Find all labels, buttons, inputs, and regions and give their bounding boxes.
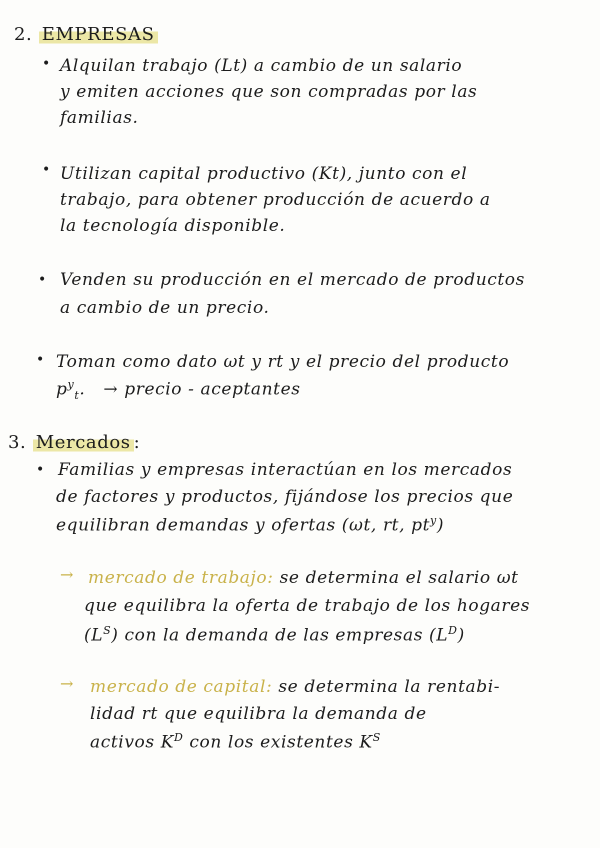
section-3-title: Mercados xyxy=(33,432,134,453)
labor-close: ) xyxy=(457,625,465,646)
bullet-1-line-1: Alquilan trabajo (Lt) a cambio de un salario xyxy=(60,56,463,76)
bullet-dot: • xyxy=(42,162,51,178)
bullet-3-line-2: a cambio de un precio. xyxy=(60,298,270,318)
labor-supply-open: (L xyxy=(84,625,104,646)
labor-market-title: mercado de trabajo: xyxy=(88,568,274,588)
markets-line-3-text: equilibran demandas y ofertas (ωt, rt, pt xyxy=(56,515,431,536)
section-3-heading xyxy=(8,432,140,453)
arrow-icon: → xyxy=(60,565,74,584)
bullet-2-line-3: la tecnología disponible. xyxy=(60,216,286,236)
price-sub: t xyxy=(74,389,80,403)
capital-market-text: se determina la rentabi- xyxy=(278,677,501,697)
markets-close: ) xyxy=(436,515,445,536)
section-2-number: 2. xyxy=(14,24,33,45)
bullet-4-line-2 xyxy=(56,378,301,402)
markets-sup: y xyxy=(430,514,437,527)
bullet-dot: • xyxy=(42,56,51,72)
section-2-title: EMPRESAS xyxy=(39,24,158,45)
price-sup: y xyxy=(67,378,75,391)
section-2-heading xyxy=(14,24,158,45)
labor-market-line-3 xyxy=(84,624,465,646)
capital-market-title: mercado de capital: xyxy=(90,677,273,697)
bullet-1-line-3: familias. xyxy=(60,108,139,128)
bullet-dot: • xyxy=(36,462,45,478)
section-3-number: 3. xyxy=(8,432,27,453)
period: . xyxy=(79,379,86,400)
capital-demand-text: activos K xyxy=(90,732,174,753)
labor-market-line-1 xyxy=(88,568,519,588)
markets-line-3 xyxy=(56,514,444,536)
labor-market-line-2: que equilibra la oferta de trabajo de los hogares xyxy=(84,596,531,616)
bullet-dot: • xyxy=(36,352,45,368)
capital-market-line-2: lidad rt que equilibra la demanda de xyxy=(90,704,427,724)
price-symbol: p xyxy=(56,379,68,400)
labor-market-text: se determina el salario ωt xyxy=(279,568,519,588)
bullet-4-line-1: Toman como dato ωt y rt y el precio del producto xyxy=(56,352,510,372)
arrow-icon: → xyxy=(60,674,74,693)
bullet-1-line-2: y emiten acciones que son compradas por las xyxy=(60,82,478,102)
bullet-2-line-1: Utilizan capital productivo (Kt), junto con el xyxy=(60,164,468,184)
section-3-colon: : xyxy=(133,432,141,453)
bullet-3-line-1: Venden su producción en el mercado de productos xyxy=(60,270,525,290)
demand-sup: D xyxy=(174,731,184,744)
capital-market-line-3 xyxy=(90,731,381,753)
arrow-icon: → xyxy=(103,379,119,400)
supply-sup: S xyxy=(372,731,381,744)
bullet-2-line-2: trabajo, para obtener producción de acuerdo a xyxy=(60,190,491,210)
capital-market-line-1 xyxy=(90,677,500,697)
price-takers-label: precio - aceptantes xyxy=(124,379,301,400)
markets-line-1: Familias y empresas interactúan en los mercados xyxy=(58,460,513,480)
markets-line-2: de factores y productos, fijándose los precios que xyxy=(56,487,514,507)
demand-sup: D xyxy=(448,624,458,637)
labor-demand-text: ) con la demanda de las empresas (L xyxy=(111,625,449,646)
supply-sup: S xyxy=(103,624,112,637)
bullet-dot: • xyxy=(38,272,47,288)
capital-existing-text: con los existentes K xyxy=(183,732,373,753)
